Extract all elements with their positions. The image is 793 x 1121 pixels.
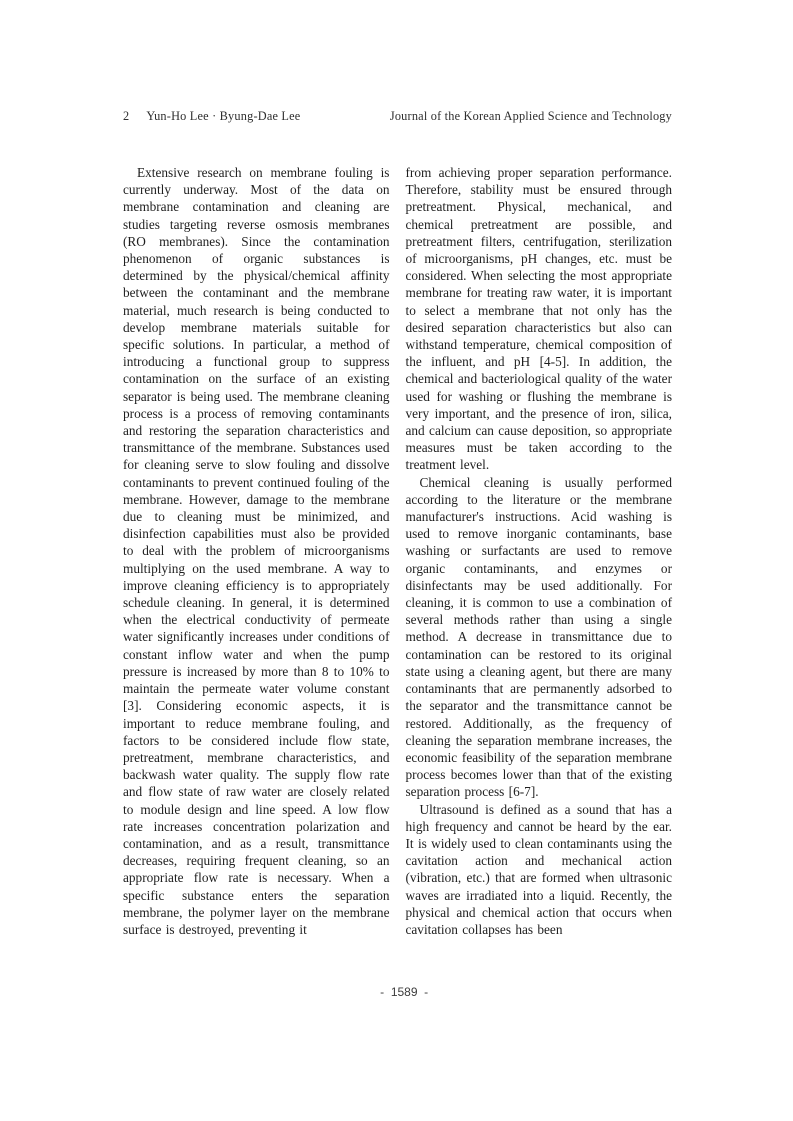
page-header — [123, 109, 672, 124]
running-head-journal: Journal of the Korean Applied Science and Technology — [389, 109, 672, 123]
page-number: 2 — [123, 109, 130, 123]
running-head-authors: Yun-Ho Lee · Byung-Dae Lee — [146, 109, 301, 123]
paragraph: from achieving proper separation performance. Therefore, stability must be ensured through pretreatment. Physical, mechanical, and chemical pretreatment are possible, and pretreatment filters, centrifugation, sterilization of microorganisms, pH changes, etc. must be considered. When selecting the most appropriate membrane for treating raw water, it is important to select a membrane that not only has the desired separation characteristics but also can withstand temperature, chemical composition of the influent, and pH [4-5]. In addition, the chemical and bacteriological quality of the water used for washing or flushing the membrane is very important, and the presence of iron, silica, and calcium can cause deposition, so appropriate measures must be taken according to the treatment level. — [405, 165, 672, 473]
right-column — [406, 164, 673, 938]
header-left — [123, 109, 300, 124]
paragraph: Extensive research on membrane fouling is currently underway. Most of the data on membrane contamination and cleaning are studies targeting reverse osmosis membranes (RO membranes). Since the contamination phenomenon of organic substances is determined by the physical/chemical affinity between the contaminant and the membrane material, much research is being conducted to develop membrane materials suitable for specific solutions. In particular, a method of introducing a functional group to suppress contamination on the surface of an existing separator is being used. The membrane cleaning process is a process of removing contaminants and restoring the separation characteristics and transmittance of the membrane. Substances used for cleaning serve to slow fouling and dissolve contaminants to prevent continued fouling of the membrane. However, damage to the membrane due to cleaning must be minimized, and disinfection capabilities must also be provided to deal with the problem of microorganisms multiplying on the used membrane. A way to improve cleaning efficiency is to appropriately schedule cleaning. In general, it is determined when the electrical conductivity of permeate water significantly increases under conditions of constant inflow water and when the pump pressure is increased by more than 8 to 10% to maintain the permeate water volume constant [3]. Considering economic aspects, it is important to reduce membrane fouling, and factors to be considered include flow state, pretreatment, membrane characteristics, and backwash water quality. The supply flow rate and flow state of raw water are closely related to module design and line speed. A low flow rate increases concentration polarization and contamination, and as a result, transmittance decreases, requiring frequent cleaning, so an appropriate flow rate is necessary. When a specific substance enters the separation membrane, the polymer layer on the membrane surface is destroyed, preventing it — [123, 165, 390, 937]
paragraph: Chemical cleaning is usually performed according to the literature or the membrane manufacturer's instructions. Acid washing is used to remove inorganic contaminants, base washing or surfactants are used to remove organic contaminants, and enzymes or disinfectants may be used additionally. For cleaning, it is common to use a combination of several methods rather than using a single method. A decrease in transmittance due to contamination can be restored to its original state using a cleaning agent, but there are many contaminants that are permanently adsorbed to the separator and the transmittance cannot be restored. Additionally, as the frequency of cleaning the separation membrane increases, the economic feasibility of the separation membrane process becomes lower than that of the existing separation process [6-7]. — [405, 474, 672, 800]
left-column — [123, 164, 390, 938]
page-footer — [123, 971, 672, 1013]
paragraph: Ultrasound is defined as a sound that has a high frequency and cannot be heard by the ear. It is widely used to clean contaminants using the cavitation action and mechanical action (vibration, etc.) that are formed when ultrasonic waves are irradiated into a liquid. Recently, the physical and chemical action that occurs when cavitation collapses has been — [405, 801, 672, 937]
footer-page-number: - 1589 - — [380, 985, 429, 999]
article-body — [123, 164, 672, 938]
